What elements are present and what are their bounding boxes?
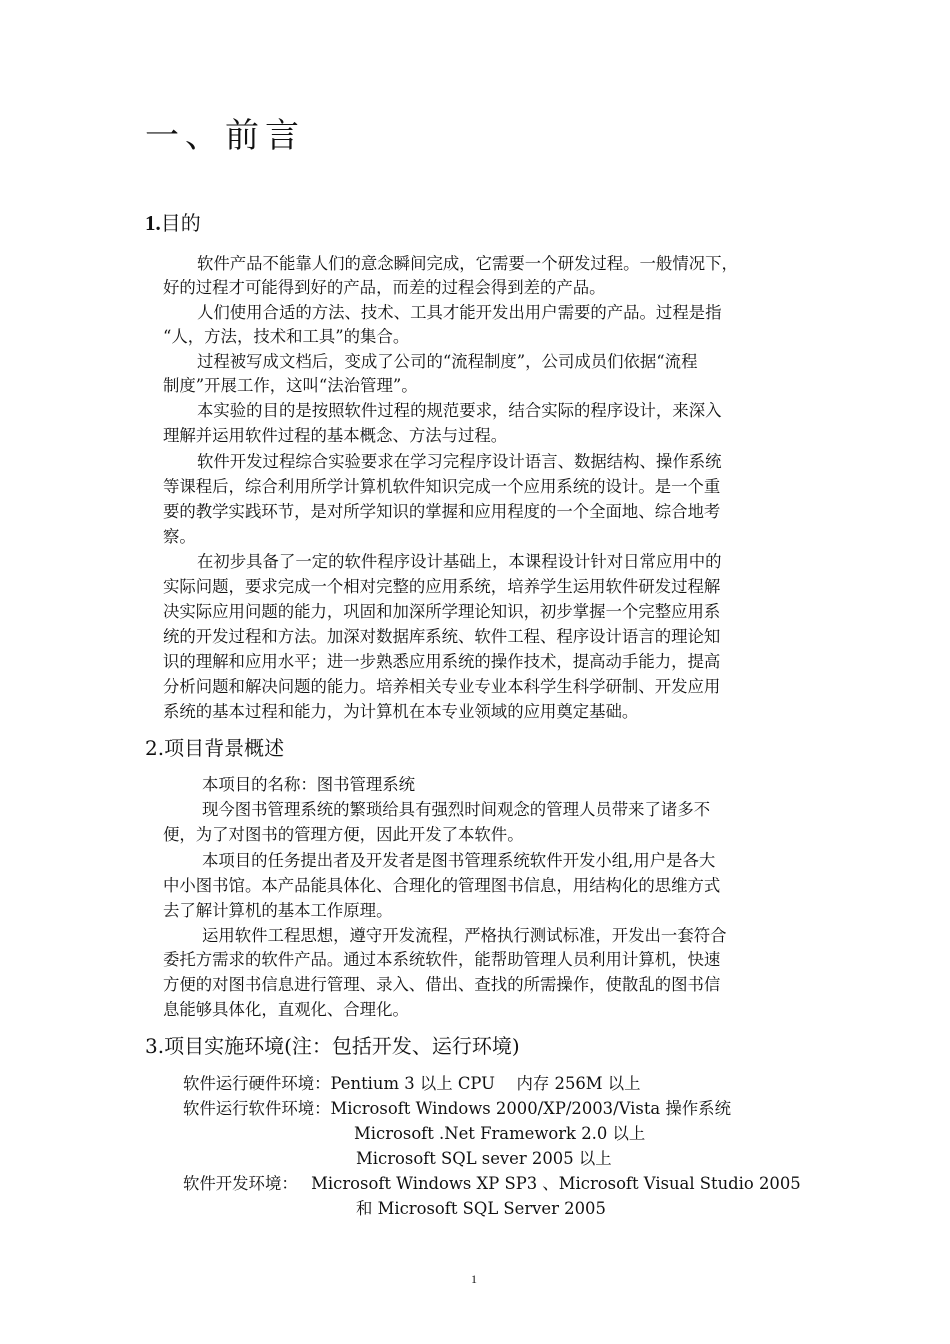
body-line: 等课程后，综合利用所学计算机软件知识完成一个应用系统的设计。是一个重 — [163, 477, 721, 496]
body-line: 识的理解和应用水平；进一步熟悉应用系统的操作技术，提高动手能力，提高 — [163, 652, 721, 671]
section-heading-background: 2.项目背景概述 — [145, 736, 285, 760]
body-line: 本项目的名称：图书管理系统 — [202, 775, 416, 794]
body-line: 好的过程才可能得到好的产品，而差的过程会得到差的产品。 — [163, 278, 606, 297]
body-line: 理解并运用软件过程的基本概念、方法与过程。 — [163, 426, 508, 445]
body-line: “人，方法，技术和工具”的集合。 — [163, 327, 410, 346]
body-line: 方便的对图书信息进行管理、录入、借出、查找的所需操作，使散乱的图书信 — [163, 975, 721, 994]
body-line: 人们使用合适的方法、技术、工具才能开发出用户需要的产品。过程是指 — [197, 303, 722, 322]
body-line: 过程被写成文档后，变成了公司的“流程制度”，公司成员们依据“流程 — [197, 352, 698, 371]
body-line: 去了解计算机的基本工作原理。 — [163, 901, 393, 920]
env-line: Microsoft .Net Framework 2.0 以上 — [354, 1124, 646, 1143]
section-title: 目的 — [160, 211, 201, 235]
body-line: 中小图书馆。本产品能具体化、合理化的管理图书信息，用结构化的思维方式 — [163, 876, 721, 895]
env-line: 软件运行硬件环境：Pentium 3 以上 CPU 内存 256M 以上 — [183, 1074, 641, 1093]
body-line: 运用软件工程思想，遵守开发流程，严格执行测试标准，开发出一套符合 — [202, 926, 727, 945]
page-number: 1 — [471, 1272, 477, 1286]
body-line: 委托方需求的软件产品。通过本系统软件，能帮助管理人员利用计算机，快速 — [163, 950, 721, 969]
body-line: 本项目的任务提出者及开发者是图书管理系统软件开发小组,用户是各大 — [202, 851, 716, 870]
section-number: 1. — [145, 211, 161, 235]
section-heading-environment: 3.项目实施环境(注：包括开发、运行环境) — [145, 1034, 520, 1058]
body-line: 现今图书管理系统的繁琐给具有强烈时间观念的管理人员带来了诸多不 — [202, 800, 711, 819]
body-line: 统的开发过程和方法。加深对数据库系统、软件工程、程序设计语言的理论知 — [163, 627, 721, 646]
body-line: 本实验的目的是按照软件过程的规范要求，结合实际的程序设计，来深入 — [197, 401, 722, 420]
body-line: 软件开发过程综合实验要求在学习完程序设计语言、数据结构、操作系统 — [197, 452, 722, 471]
body-line: 实际问题，要求完成一个相对完整的应用系统，培养学生运用软件研发过程解 — [163, 577, 721, 596]
body-line: 分析问题和解决问题的能力。培养相关专业专业本科学生科学研制、开发应用 — [163, 677, 721, 696]
body-line: 决实际应用问题的能力，巩固和加深所学理论知识，初步掌握一个完整应用系 — [163, 602, 721, 621]
body-line: 便，为了对图书的管理方便，因此开发了本软件。 — [163, 825, 524, 844]
body-line: 息能够具体化，直观化、合理化。 — [163, 1000, 409, 1019]
body-line: 制度”开展工作，这叫“法治管理”。 — [163, 376, 418, 395]
env-line: Microsoft SQL sever 2005 以上 — [356, 1149, 612, 1168]
body-line: 察。 — [163, 527, 196, 546]
body-line: 系统的基本过程和能力，为计算机在本专业领域的应用奠定基础。 — [163, 702, 639, 721]
body-line: 要的教学实践环节，是对所学知识的掌握和应用程度的一个全面地、综合地考 — [163, 502, 721, 521]
env-line: 软件运行软件环境：Microsoft Windows 2000/XP/2003/Vista 操作系统 — [183, 1099, 731, 1118]
body-line: 软件产品不能靠人们的意念瞬间完成，它需要一个研发过程。一般情况下， — [197, 254, 738, 273]
body-line: 在初步具备了一定的软件程序设计基础上，本课程设计针对日常应用中的 — [197, 552, 722, 571]
section-heading-purpose — [145, 207, 201, 236]
env-line: 软件开发环境： Microsoft Windows XP SP3 、Microsoft Visual Studio 2005 — [183, 1174, 801, 1193]
chapter-heading: 一、前言 — [145, 116, 305, 156]
env-line: 和 Microsoft SQL Server 2005 — [356, 1199, 606, 1218]
